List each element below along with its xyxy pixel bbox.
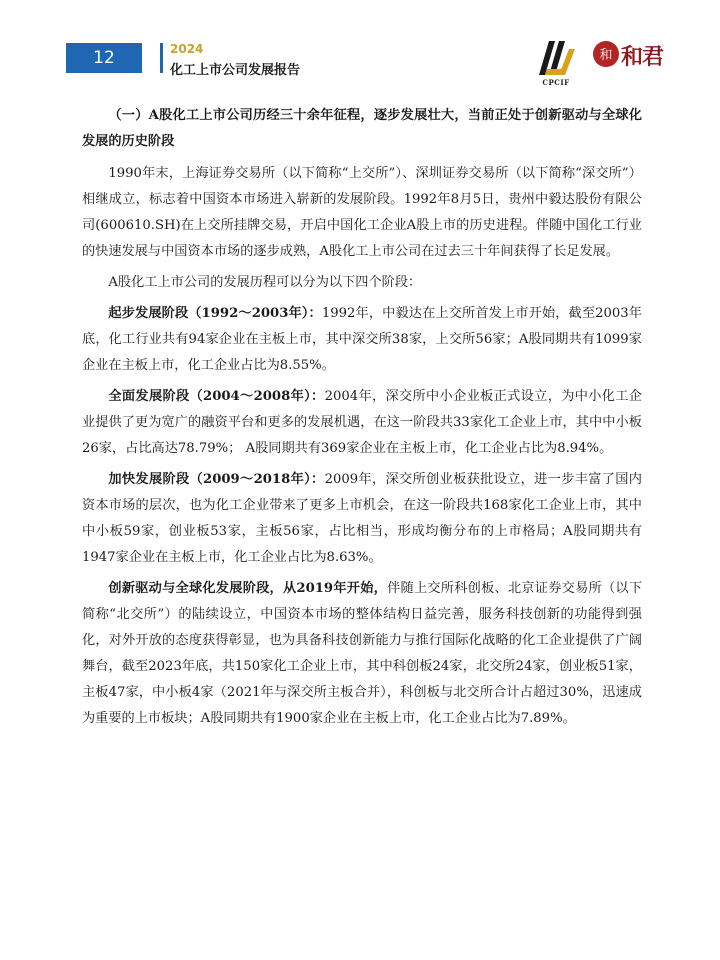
seal-glyph: 和 (599, 48, 613, 63)
hejun-logo-text: 和君 (621, 45, 664, 70)
section-heading: （一）A股化工上市公司历经三十余年征程，逐步发展壮大，当前正处于创新驱动与全球化发展的历史阶段 (82, 108, 642, 149)
report-year: 2024 (170, 42, 204, 56)
stage-paragraph-2 (82, 384, 642, 462)
page-number: 12 (66, 43, 142, 73)
report-body (82, 103, 642, 737)
stages-lead-paragraph: A股化工上市公司的发展历程可以分为以下四个阶段： (108, 275, 422, 290)
stage-text-4: 伴随上交所科创板、北京证券交易所（以下简称“北交所”）的陆续设立，中国资本市场的整体结构日益完善，服务科技创新的功能得到强化，对外开放的态度获得彰显，也为具备科技创新能力与推行国际化战略的化工企业提供了广阔舞台，截至2023年底，共150家化工企业上市，其中科创板24家，北交所24家，创业板51家，主板47家，中小板4家（2021年与深交所主板合并），科创板与北交所合计占超过30%，迅速成为重要的上市板块；A股同期共有1900家企业在主板上市，化工企业占比为7.89%。 (82, 581, 643, 726)
stage-text-3: 2009年，深交所创业板获批设立，进一步丰富了国内资本市场的层次，也为化工企业带来了更多上市机会，在这一阶段共168家化工企业上市，其中中小板59家，创业板53家，主板56家，占比相当，形成均衡分布的上市格局；A股同期共有1947家企业在主板上市，化工企业占比为8.63%。 (82, 472, 642, 565)
report-title: 化工上市公司发展报告 (170, 63, 301, 78)
stage-name-2: 全面发展阶段（2004～2008年）： (108, 389, 325, 404)
stage-name-3: 加快发展阶段（2009～2018年）： (108, 472, 325, 487)
stage-paragraph-3 (82, 467, 642, 571)
stage-paragraph-4 (82, 576, 642, 732)
stage-name-4: 创新驱动与全球化发展阶段，从2019年开始， (108, 581, 388, 596)
stage-text-2: 2004年，深交所中小企业板正式设立，为中小化工企业提供了更为宽广的融资平台和更多的发展机遇，在这一阶段共33家化工企业上市，其中中小板26家，占比高达78.79%； A股同期共有369家企业在主板上市，化工企业占比为8.94%。 (82, 389, 642, 456)
stage-name-1: 起步发展阶段（1992～2003年）： (108, 306, 322, 321)
hejun-seal-icon (592, 40, 620, 68)
header-divider (160, 43, 163, 73)
cpcif-logo-text: CPCIF (542, 78, 570, 87)
intro-paragraph: 1990年末，上海证券交易所（以下简称“上交所”）、深圳证券交易所（以下简称“深交所”）相继成立，标志着中国资本市场进入崭新的发展阶段。1992年8月5日，贵州中毅达股份有限公司(600610.SH)在上交所挂牌交易，开启中国化工企业A股上市的历史进程。伴随中国化工行业的快速发展与中国资本市场的逐步成熟，A股化工上市公司在过去三十年间获得了长足发展。 (82, 166, 642, 259)
stage-paragraph-1 (82, 301, 642, 379)
stage-text-1: 1992年，中毅达在上交所首发上市开始，截至2003年底，化工行业共有94家企业在主板上市，其中深交所38家，上交所56家；A股同期共有1099家企业在主板上市，化工企业占比为8.55%。 (82, 306, 642, 373)
